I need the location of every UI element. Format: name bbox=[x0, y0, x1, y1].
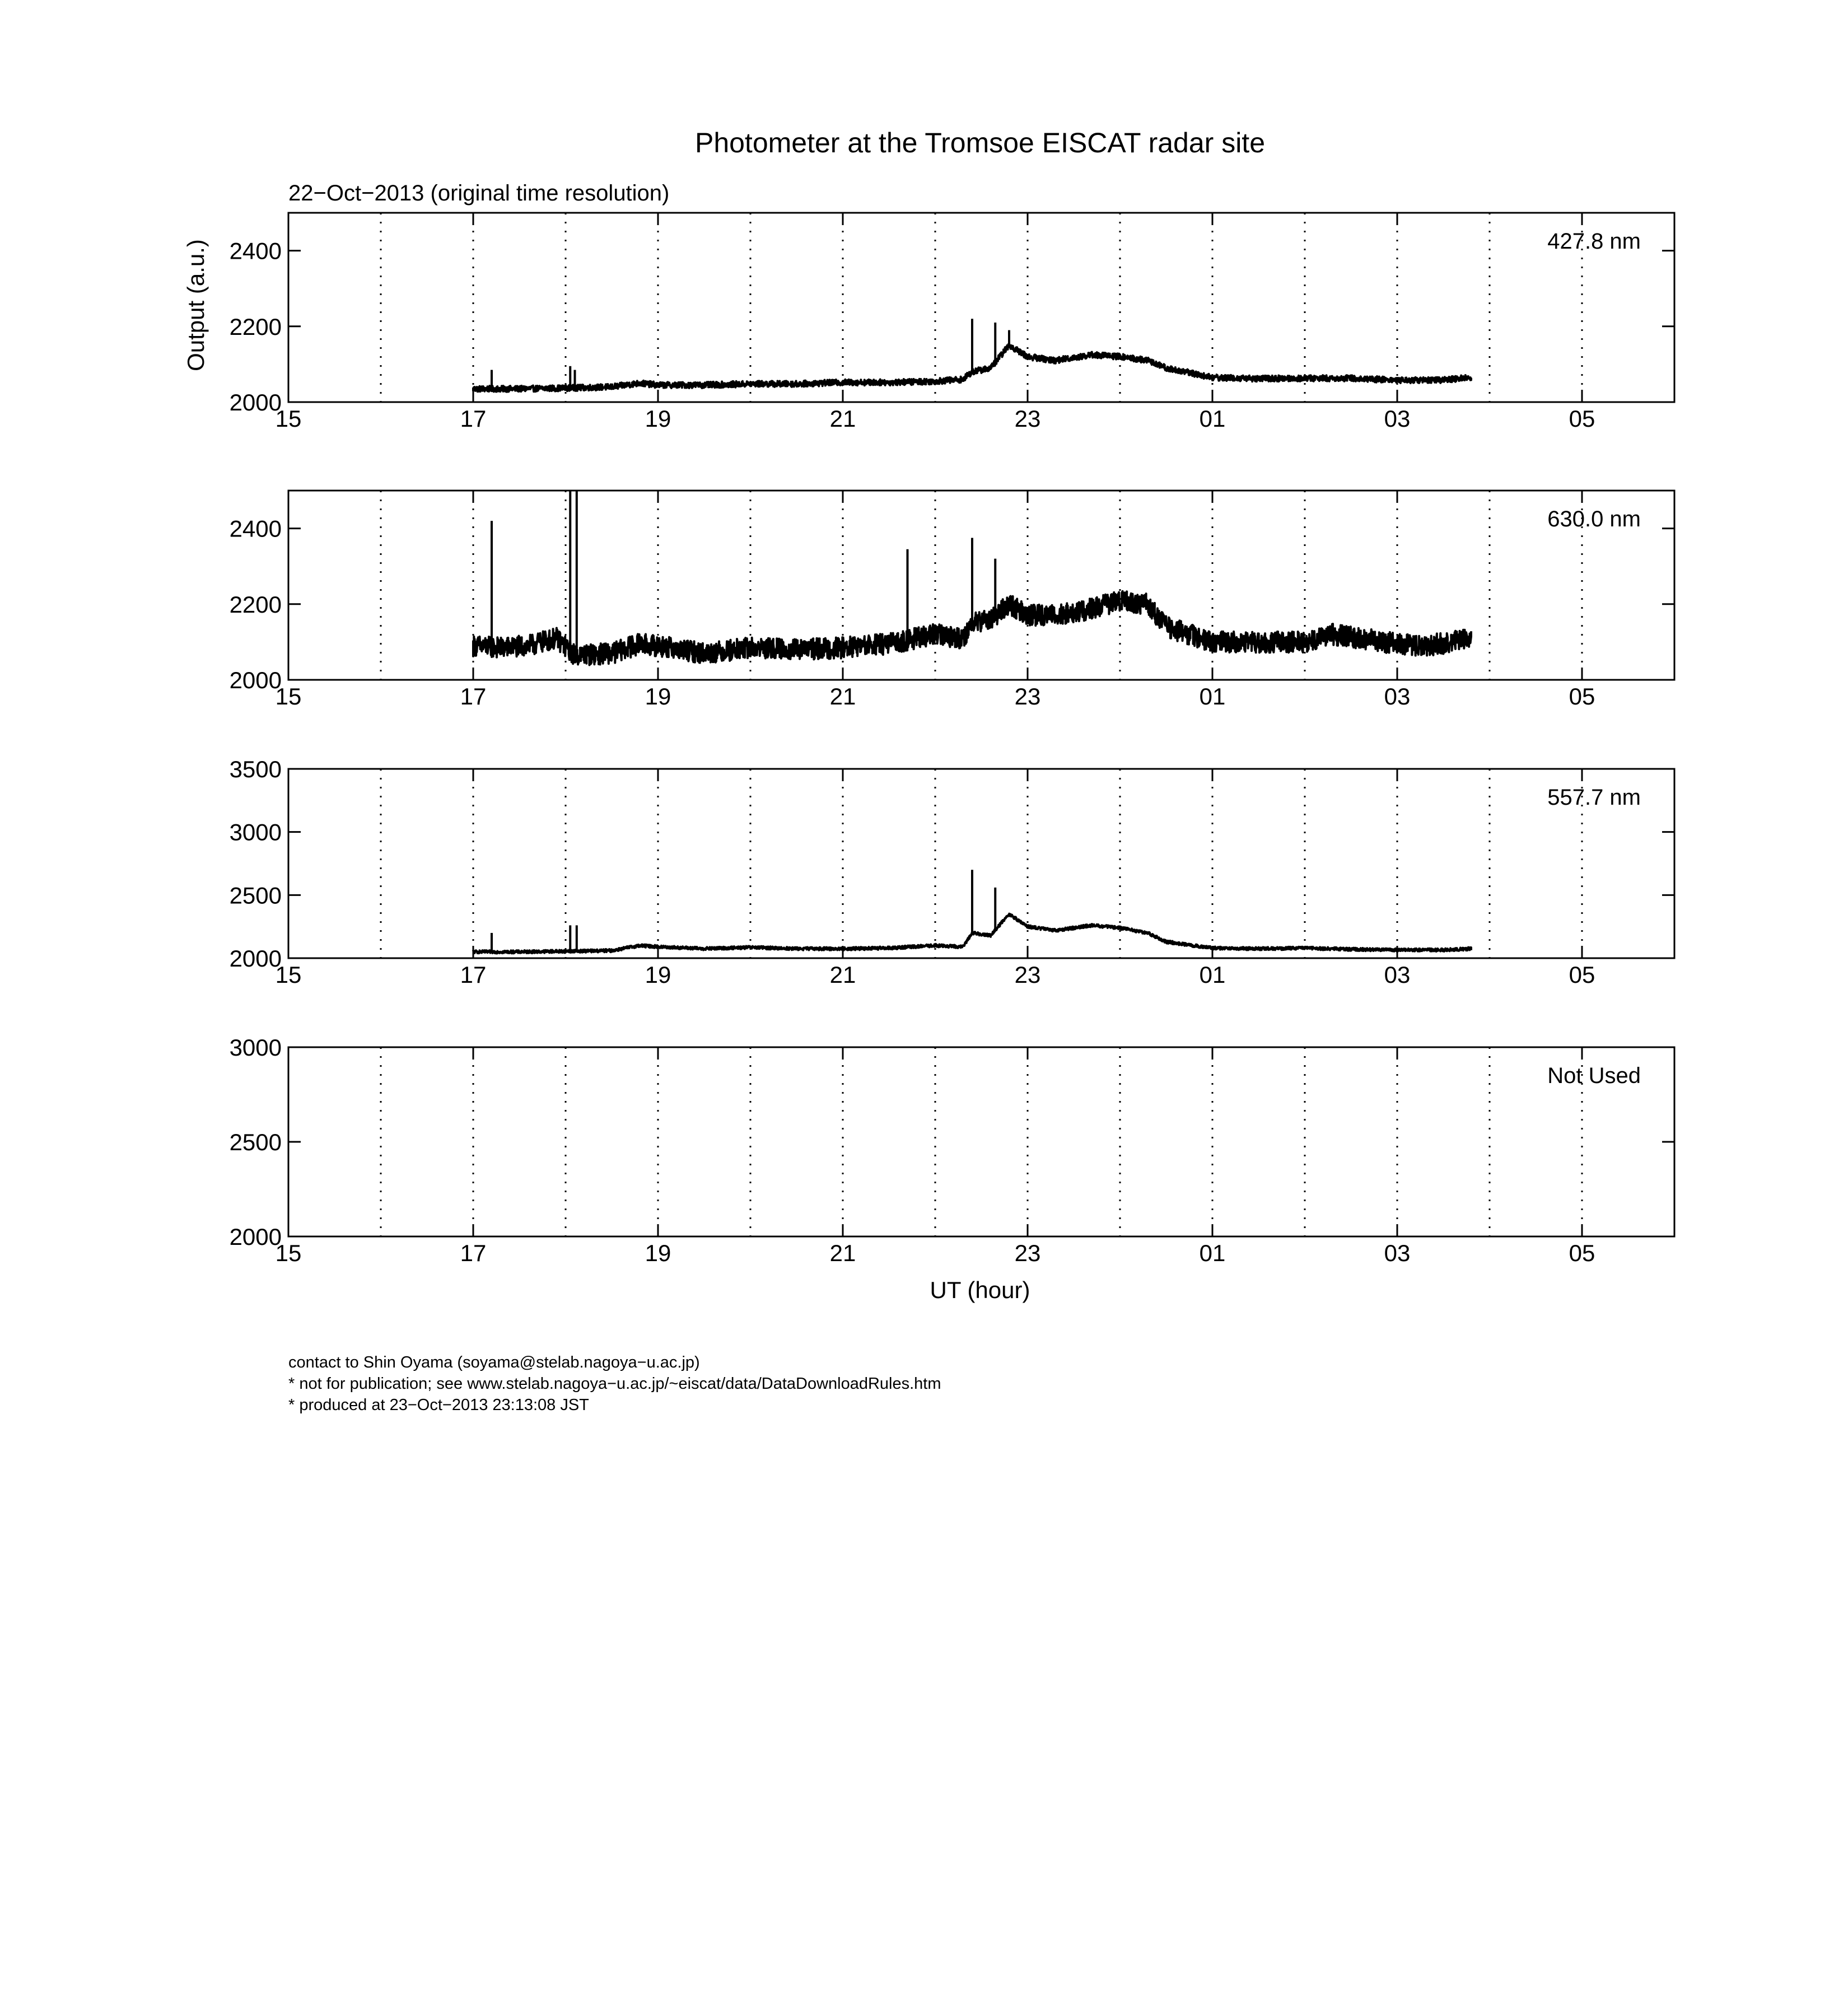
y-tick-label: 3000 bbox=[229, 1034, 282, 1061]
x-tick-label: 03 bbox=[1384, 1240, 1411, 1266]
panel-2 bbox=[230, 491, 1674, 710]
x-tick-label: 15 bbox=[275, 683, 302, 710]
x-tick-label: 17 bbox=[460, 962, 487, 988]
panel-label: 427.8 nm bbox=[1547, 229, 1641, 254]
x-tick-label: 15 bbox=[275, 1240, 302, 1266]
x-tick-label: 23 bbox=[1014, 683, 1041, 710]
x-tick-label: 23 bbox=[1014, 962, 1041, 988]
y-tick-label: 3500 bbox=[229, 756, 282, 782]
x-tick-label: 15 bbox=[275, 962, 302, 988]
x-tick-label: 03 bbox=[1384, 405, 1411, 432]
x-tick-label: 17 bbox=[460, 405, 487, 432]
x-tick-label: 21 bbox=[829, 405, 856, 432]
footnote-contact: contact to Shin Oyama (soyama@stelab.nagoya−u.ac.jp) bbox=[288, 1354, 700, 1371]
x-tick-label: 05 bbox=[1569, 1240, 1595, 1266]
y-tick-label: 2000 bbox=[229, 667, 282, 693]
y-tick-label: 2000 bbox=[229, 1224, 282, 1250]
x-tick-label: 21 bbox=[829, 1240, 856, 1266]
x-tick-label: 23 bbox=[1014, 1240, 1041, 1266]
x-tick-label: 21 bbox=[829, 683, 856, 710]
panels-group bbox=[230, 213, 1674, 1266]
x-tick-label: 21 bbox=[829, 962, 856, 988]
footnote-produced: * produced at 23−Oct−2013 23:13:08 JST bbox=[288, 1396, 589, 1414]
x-tick-label: 15 bbox=[275, 405, 302, 432]
plot-frame bbox=[288, 769, 1674, 958]
x-tick-label: 19 bbox=[645, 405, 671, 432]
x-tick-label: 01 bbox=[1199, 683, 1226, 710]
x-tick-label: 17 bbox=[460, 1240, 487, 1266]
x-tick-label: 05 bbox=[1569, 962, 1595, 988]
x-tick-label: 23 bbox=[1014, 405, 1041, 432]
y-tick-label: 2400 bbox=[229, 237, 282, 264]
footnote-rules: * not for publication; see www.stelab.nagoya−u.ac.jp/~eiscat/data/DataDownloadRules.htm bbox=[288, 1375, 941, 1393]
plot-frame bbox=[288, 1047, 1674, 1236]
x-tick-label: 01 bbox=[1199, 962, 1226, 988]
panel-label: 630.0 nm bbox=[1547, 507, 1641, 531]
panel-label: 557.7 nm bbox=[1547, 785, 1641, 810]
x-tick-label: 19 bbox=[645, 683, 671, 710]
x-tick-label: 03 bbox=[1384, 683, 1411, 710]
panel-1 bbox=[230, 213, 1674, 432]
panel-label: Not Used bbox=[1547, 1063, 1641, 1088]
x-tick-label: 17 bbox=[460, 683, 487, 710]
y-axis-label: Output (a.u.) bbox=[183, 239, 209, 371]
x-tick-label: 05 bbox=[1569, 683, 1595, 710]
figure-subtitle: 22−Oct−2013 (original time resolution) bbox=[288, 181, 670, 206]
x-tick-label: 01 bbox=[1199, 405, 1226, 432]
x-tick-label: 19 bbox=[645, 1240, 671, 1266]
figure-title: Photometer at the Tromsoe EISCAT radar site bbox=[694, 127, 1266, 158]
y-tick-label: 2000 bbox=[229, 945, 282, 972]
y-tick-label: 2200 bbox=[229, 313, 282, 340]
x-tick-label: 05 bbox=[1569, 405, 1595, 432]
y-tick-label: 2500 bbox=[229, 882, 282, 909]
y-tick-label: 2200 bbox=[229, 591, 282, 618]
x-axis-label: UT (hour) bbox=[930, 1277, 1030, 1303]
panel-4 bbox=[230, 1034, 1674, 1266]
y-tick-label: 2400 bbox=[229, 515, 282, 542]
x-tick-label: 03 bbox=[1384, 962, 1411, 988]
x-tick-label: 01 bbox=[1199, 1240, 1226, 1266]
y-tick-label: 2000 bbox=[229, 389, 282, 416]
y-tick-label: 2500 bbox=[229, 1129, 282, 1155]
x-tick-label: 19 bbox=[645, 962, 671, 988]
y-tick-label: 3000 bbox=[229, 819, 282, 846]
panel-3 bbox=[230, 756, 1674, 988]
